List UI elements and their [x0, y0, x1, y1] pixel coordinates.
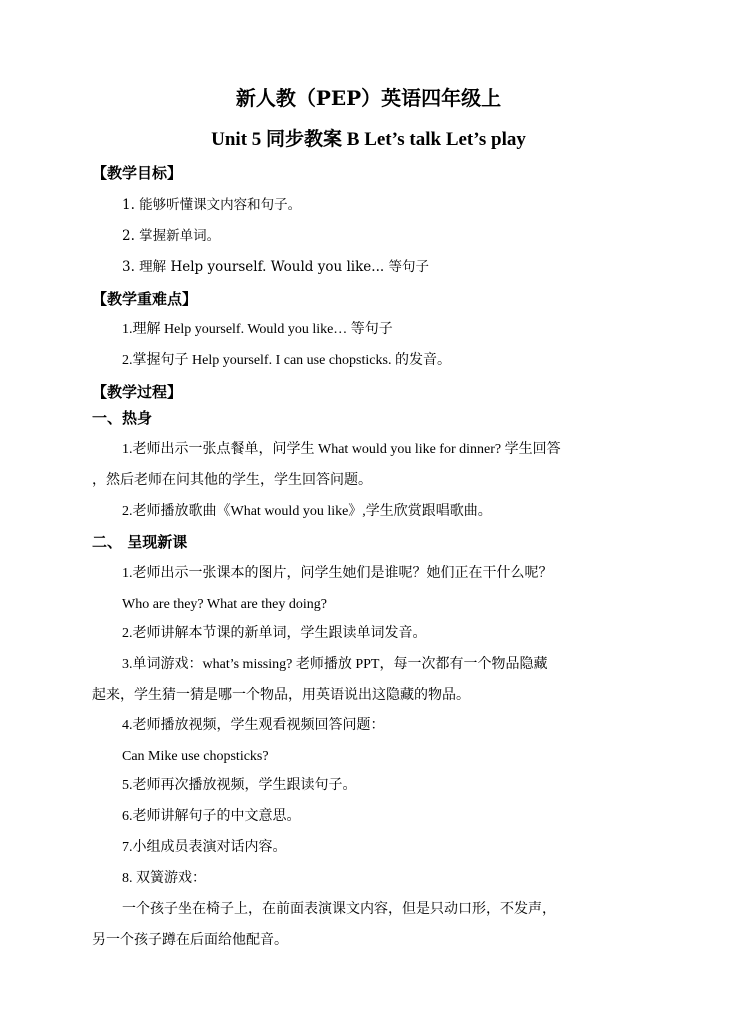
present-line: 5.老师再次播放视频，学生跟读句子。 — [122, 778, 357, 793]
warmup-line: 1.老师出示一张点餐单，问学生 What would you like for dinner? 学生回答 — [122, 442, 561, 457]
present-line: 起来，学生猜一猜是哪一个物品，用英语说出这隐藏的物品。 — [92, 688, 470, 703]
key-point-item: 1.理解 Help yourself. Would you like… 等句子 — [122, 322, 393, 337]
document-title: 新人教（PEP）英语四年级上 — [235, 86, 502, 110]
present-line: Can Mike use chopsticks? — [122, 749, 269, 764]
subsection-heading-present: 二、 呈现新课 — [92, 533, 188, 551]
warmup-line: 2.老师播放歌曲《What would you like》,学生欣赏跟唱歌曲。 — [122, 504, 492, 519]
section-heading-key-points: 【教学重难点】 — [92, 290, 198, 308]
present-line: 8. 双簧游戏： — [122, 871, 206, 886]
present-line: 1.老师出示一张课本的图片，问学生她们是谁呢？她们正在干什么呢？ — [122, 566, 553, 581]
objective-item: 1. 能够听懂课文内容和句子。 — [122, 197, 302, 213]
present-line: 3.单词游戏：what’s missing? 老师播放 PPT，每一次都有一个物品隐藏 — [122, 657, 548, 672]
section-heading-process: 【教学过程】 — [92, 383, 183, 401]
present-line: 另一个孩子蹲在后面给他配音。 — [92, 933, 288, 948]
present-line: 4.老师播放视频，学生观看视频回答问题： — [122, 718, 385, 733]
present-line: 一个孩子坐在椅子上，在前面表演课文内容，但是只动口形，不发声， — [122, 902, 556, 917]
warmup-line: ，然后老师在问其他的学生，学生回答问题。 — [92, 473, 372, 488]
objective-item: 2. 掌握新单词。 — [122, 228, 221, 244]
key-point-item: 2.掌握句子 Help yourself. I can use chopsticks. 的发音。 — [122, 353, 451, 368]
present-line: 2.老师讲解本节课的新单词，学生跟读单词发音。 — [122, 626, 427, 641]
present-line: Who are they? What are they doing? — [122, 597, 327, 612]
subsection-heading-warmup: 一、热身 — [92, 409, 153, 427]
present-line: 6.老师讲解句子的中文意思。 — [122, 809, 301, 824]
section-heading-objectives: 【教学目标】 — [92, 164, 183, 182]
document-subtitle: Unit 5 同步教案 B Let’s talk Let’s play — [211, 129, 526, 150]
objective-item: 3. 理解 Help yourself. Would you like... 等句子 — [122, 259, 429, 275]
present-line: 7.小组成员表演对话内容。 — [122, 840, 287, 855]
